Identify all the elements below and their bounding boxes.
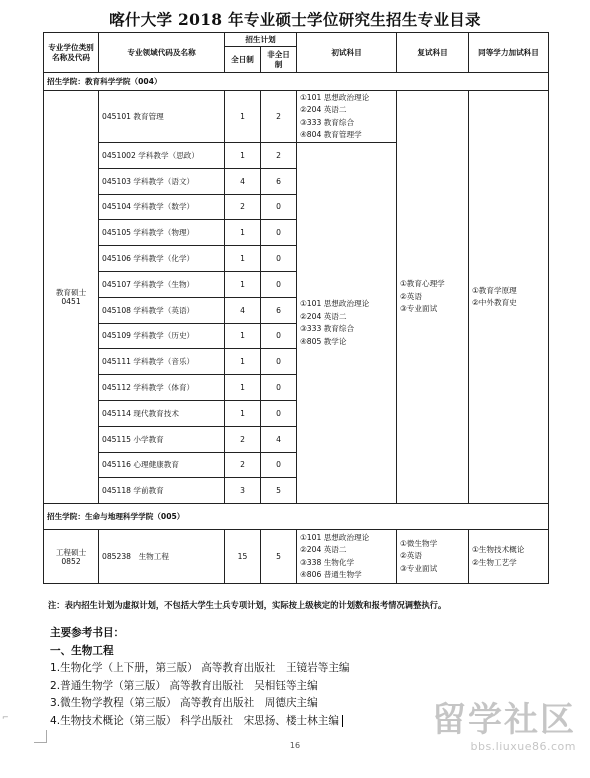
header-retest: 复试科目 [397, 33, 469, 73]
fulltime-cell: 2 [225, 194, 261, 220]
header-parttime: 非全日制 [261, 47, 297, 73]
field-cell: 085238 生物工程 [99, 530, 225, 584]
ref-item: 1.生物化学（上下册，第三版） 高等教育出版社 王镜岩等主编 [50, 662, 350, 674]
reference-list [50, 625, 350, 730]
parttime-cell: 0 [261, 452, 297, 478]
field-cell: 045112 学科教学（体育） [99, 375, 225, 401]
margin-icon: ⌐ [2, 713, 9, 722]
category-cell-line: 0852 [61, 556, 81, 566]
ref-item: 2.普通生物学（第三版） 高等教育出版社 吴相钰等主编 [50, 679, 318, 692]
field-cell: 045116 心理健康教育 [99, 452, 225, 478]
parttime-cell: 6 [261, 168, 297, 194]
header-equiv: 同等学力加试科目 [469, 33, 549, 73]
initial-subjects-cell-line: ①101 思想政治理论 [300, 92, 370, 102]
fulltime-cell: 4 [225, 168, 261, 194]
retest-subjects-cell-line: ③专业面试 [400, 563, 438, 573]
category-cell-line: 0451 [61, 297, 81, 307]
field-cell: 045105 学科教学（物理） [99, 220, 225, 246]
fulltime-cell: 2 [225, 452, 261, 478]
retest-subjects-cell-line: ①微生物学 [400, 538, 438, 548]
equiv-subjects-cell [469, 530, 549, 584]
equiv-subjects-cell-line: ②生物工艺学 [472, 557, 517, 567]
retest-subjects-cell-line: ③专业面试 [400, 304, 438, 314]
parttime-cell: 0 [261, 323, 297, 349]
equiv-subjects-cell-line: ①生物技术概论 [472, 545, 525, 555]
parttime-cell: 0 [261, 375, 297, 401]
header-initial: 初试科目 [297, 33, 397, 73]
initial-subjects-cell-line: ③333 教育综合 [300, 117, 355, 127]
header-category: 专业学位类别名称及代码 [44, 33, 99, 73]
refs-heading: 主要参考书目： [50, 627, 125, 639]
fulltime-cell: 1 [225, 91, 261, 143]
initial-subjects-cell [297, 91, 397, 143]
field-cell: 045104 学科教学（数学） [99, 194, 225, 220]
header-plan: 招生计划 [225, 33, 297, 47]
fulltime-cell: 1 [225, 375, 261, 401]
table-row [44, 91, 549, 143]
table-note: 注：表内招生计划为虚拟计划，不包括大学生士兵专项计划，实际按上级核定的计划数和报考情况调整执行。 [48, 600, 447, 610]
fulltime-cell: 1 [225, 400, 261, 426]
equiv-subjects-cell-line: ②中外教育史 [472, 298, 517, 308]
retest-subjects-cell-line: ②英语 [400, 551, 422, 561]
initial-subjects-cell-line: ④805 教学论 [300, 336, 347, 346]
field-cell: 045108 学科教学（英语） [99, 297, 225, 323]
fulltime-cell: 2 [225, 426, 261, 452]
category-cell [44, 530, 99, 584]
field-cell: 045115 小学教育 [99, 426, 225, 452]
watermark-logo: 留学社区 [432, 700, 576, 740]
fulltime-cell: 1 [225, 271, 261, 297]
college-heading: 招生学院：生命与地理科学学院（005） [44, 504, 549, 530]
retest-subjects-cell [397, 530, 469, 584]
initial-subjects-cell-line: ②204 英语二 [300, 105, 347, 114]
category-cell-line: 工程硕士 [55, 547, 87, 557]
table-row [44, 530, 549, 584]
initial-subjects-cell [297, 143, 397, 504]
college-heading: 招生学院：教育科学学院（004） [44, 73, 549, 91]
watermark [432, 700, 576, 753]
catalog-table [43, 32, 549, 584]
fulltime-cell: 1 [225, 220, 261, 246]
text-cursor [342, 715, 344, 727]
parttime-cell: 0 [261, 349, 297, 375]
parttime-cell: 0 [261, 246, 297, 272]
parttime-cell: 5 [261, 478, 297, 504]
parttime-cell: 5 [261, 530, 297, 584]
initial-subjects-cell-line: ②204 英语二 [300, 311, 347, 321]
parttime-cell: 6 [261, 297, 297, 323]
field-cell: 045118 学前教育 [99, 478, 225, 504]
fulltime-cell: 3 [225, 478, 261, 504]
parttime-cell: 2 [261, 143, 297, 169]
field-cell: 045106 学科教学（化学） [99, 246, 225, 272]
page-number: 16 [289, 741, 301, 750]
parttime-cell: 0 [261, 194, 297, 220]
fulltime-cell: 1 [225, 323, 261, 349]
retest-subjects-cell-line: ①教育心理学 [400, 279, 445, 289]
ref-item: 3.微生物学教程（第三版） 高等教育出版社 周德庆主编 [50, 697, 318, 709]
fulltime-cell: 1 [225, 246, 261, 272]
initial-subjects-cell-line: ②204 英语二 [300, 545, 347, 555]
initial-subjects-cell-line: ④804 教育管理学 [300, 130, 362, 139]
initial-subjects-cell-line: ④806 普通生物学 [300, 570, 362, 580]
parttime-cell: 4 [261, 426, 297, 452]
watermark-url: bbs.liuxue86.com [470, 740, 576, 753]
fulltime-cell: 15 [225, 530, 261, 584]
equiv-subjects-cell-line: ①教育学原理 [472, 285, 517, 295]
fulltime-cell: 1 [225, 349, 261, 375]
initial-subjects-cell-line: ③338 生物化学 [300, 557, 355, 567]
field-cell: 045107 学科教学（生物） [99, 271, 225, 297]
initial-subjects-cell [297, 530, 397, 584]
page-title: 喀什大学 2018 年专业硕士学位研究生招生专业目录 [109, 10, 481, 29]
retest-subjects-cell-line: ②英语 [400, 291, 422, 301]
header-fulltime: 全日制 [225, 47, 261, 73]
parttime-cell: 0 [261, 271, 297, 297]
initial-subjects-cell-line: ①101 思想政治理论 [300, 532, 370, 542]
field-cell: 045109 学科教学（历史） [99, 323, 225, 349]
category-cell [44, 91, 99, 504]
initial-subjects-cell-line: ③333 教育综合 [300, 324, 355, 334]
field-cell: 045114 现代教育技术 [99, 400, 225, 426]
fulltime-cell: 1 [225, 143, 261, 169]
initial-subjects-cell-line: ①101 思想政治理论 [300, 299, 370, 309]
refs-subheading: 一、生物工程 [50, 644, 114, 657]
field-cell: 045111 学科教学（音乐） [99, 349, 225, 375]
field-cell: 0451002 学科教学（思政） [99, 143, 225, 169]
field-cell: 045103 学科教学（语文） [99, 168, 225, 194]
retest-subjects-cell [397, 91, 469, 504]
category-cell-line: 教育硕士 [55, 287, 87, 297]
fulltime-cell: 4 [225, 297, 261, 323]
header-field: 专业领域代码及名称 [99, 33, 225, 73]
ref-item: 4.生物技术概论（第三版） 科学出版社 宋思扬、楼士林主编 [50, 714, 339, 727]
parttime-cell: 0 [261, 220, 297, 246]
parttime-cell: 2 [261, 91, 297, 143]
parttime-cell: 0 [261, 400, 297, 426]
field-cell: 045101 教育管理 [99, 91, 225, 143]
equiv-subjects-cell [469, 91, 549, 504]
